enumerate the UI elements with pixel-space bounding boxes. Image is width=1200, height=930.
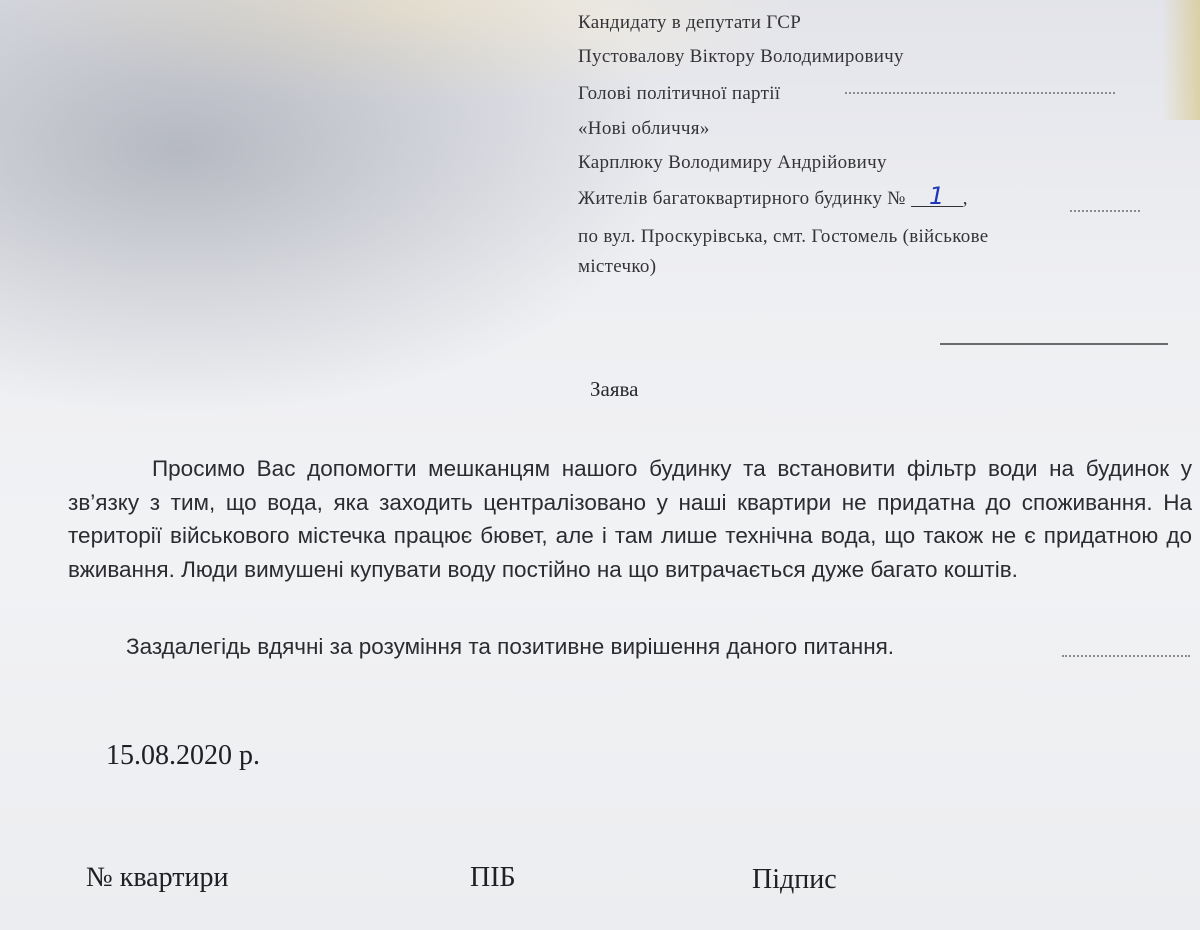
document-body [68, 452, 1192, 586]
house-number-field: 1 [911, 186, 963, 207]
dotted-line [1070, 210, 1140, 214]
thanks-line: Заздалегідь вдячні за розуміння та позитивне вирішення даного питання. [126, 634, 895, 659]
document-date: 15.08.2020 р. [106, 740, 260, 771]
recipient-line-6 [578, 182, 968, 210]
recipient-line-7: по вул. Проскурівська, смт. Гостомель (військове [578, 226, 989, 247]
recipient-line-8: містечко) [578, 256, 657, 277]
name-column-header: ПІБ [470, 862, 516, 893]
recipient-line-6-suffix: , [962, 188, 968, 209]
recipient-line-3: Голові політичної партії [578, 83, 781, 104]
apartment-column-header: № квартири [86, 862, 229, 893]
document-title: Заява [590, 377, 639, 401]
dotted-line [1062, 655, 1190, 659]
recipient-line-5: Карплюку Володимиру Андрійовичу [578, 152, 887, 173]
recipient-line-6-prefix: Жителів багатоквартирного будинку № [578, 188, 906, 209]
recipient-line-2: Пустовалову Віктору Володимировичу [578, 46, 904, 67]
signature-column-header: Підпис [752, 864, 837, 895]
body-paragraph: Просимо Вас допомогти мешканцям нашого будинку та встановити фільтр води на будинок у зв’язку з тим, що вода, яка заходить централізовано у наші квартири не придатна до споживання. На території військового містечка працює бювет, але і там лише технічна вода, що також не є придатною до вживання. Люди вимушені купувати воду постійно на що витрачається дуже багато коштів. [68, 456, 1192, 582]
divider-line [940, 343, 1168, 345]
recipient-line-1: Кандидату в депутати ГСР [578, 12, 802, 33]
recipient-line-4: «Нові обличчя» [578, 118, 710, 139]
paper-edge [1162, 0, 1200, 120]
dotted-line [845, 92, 1115, 96]
